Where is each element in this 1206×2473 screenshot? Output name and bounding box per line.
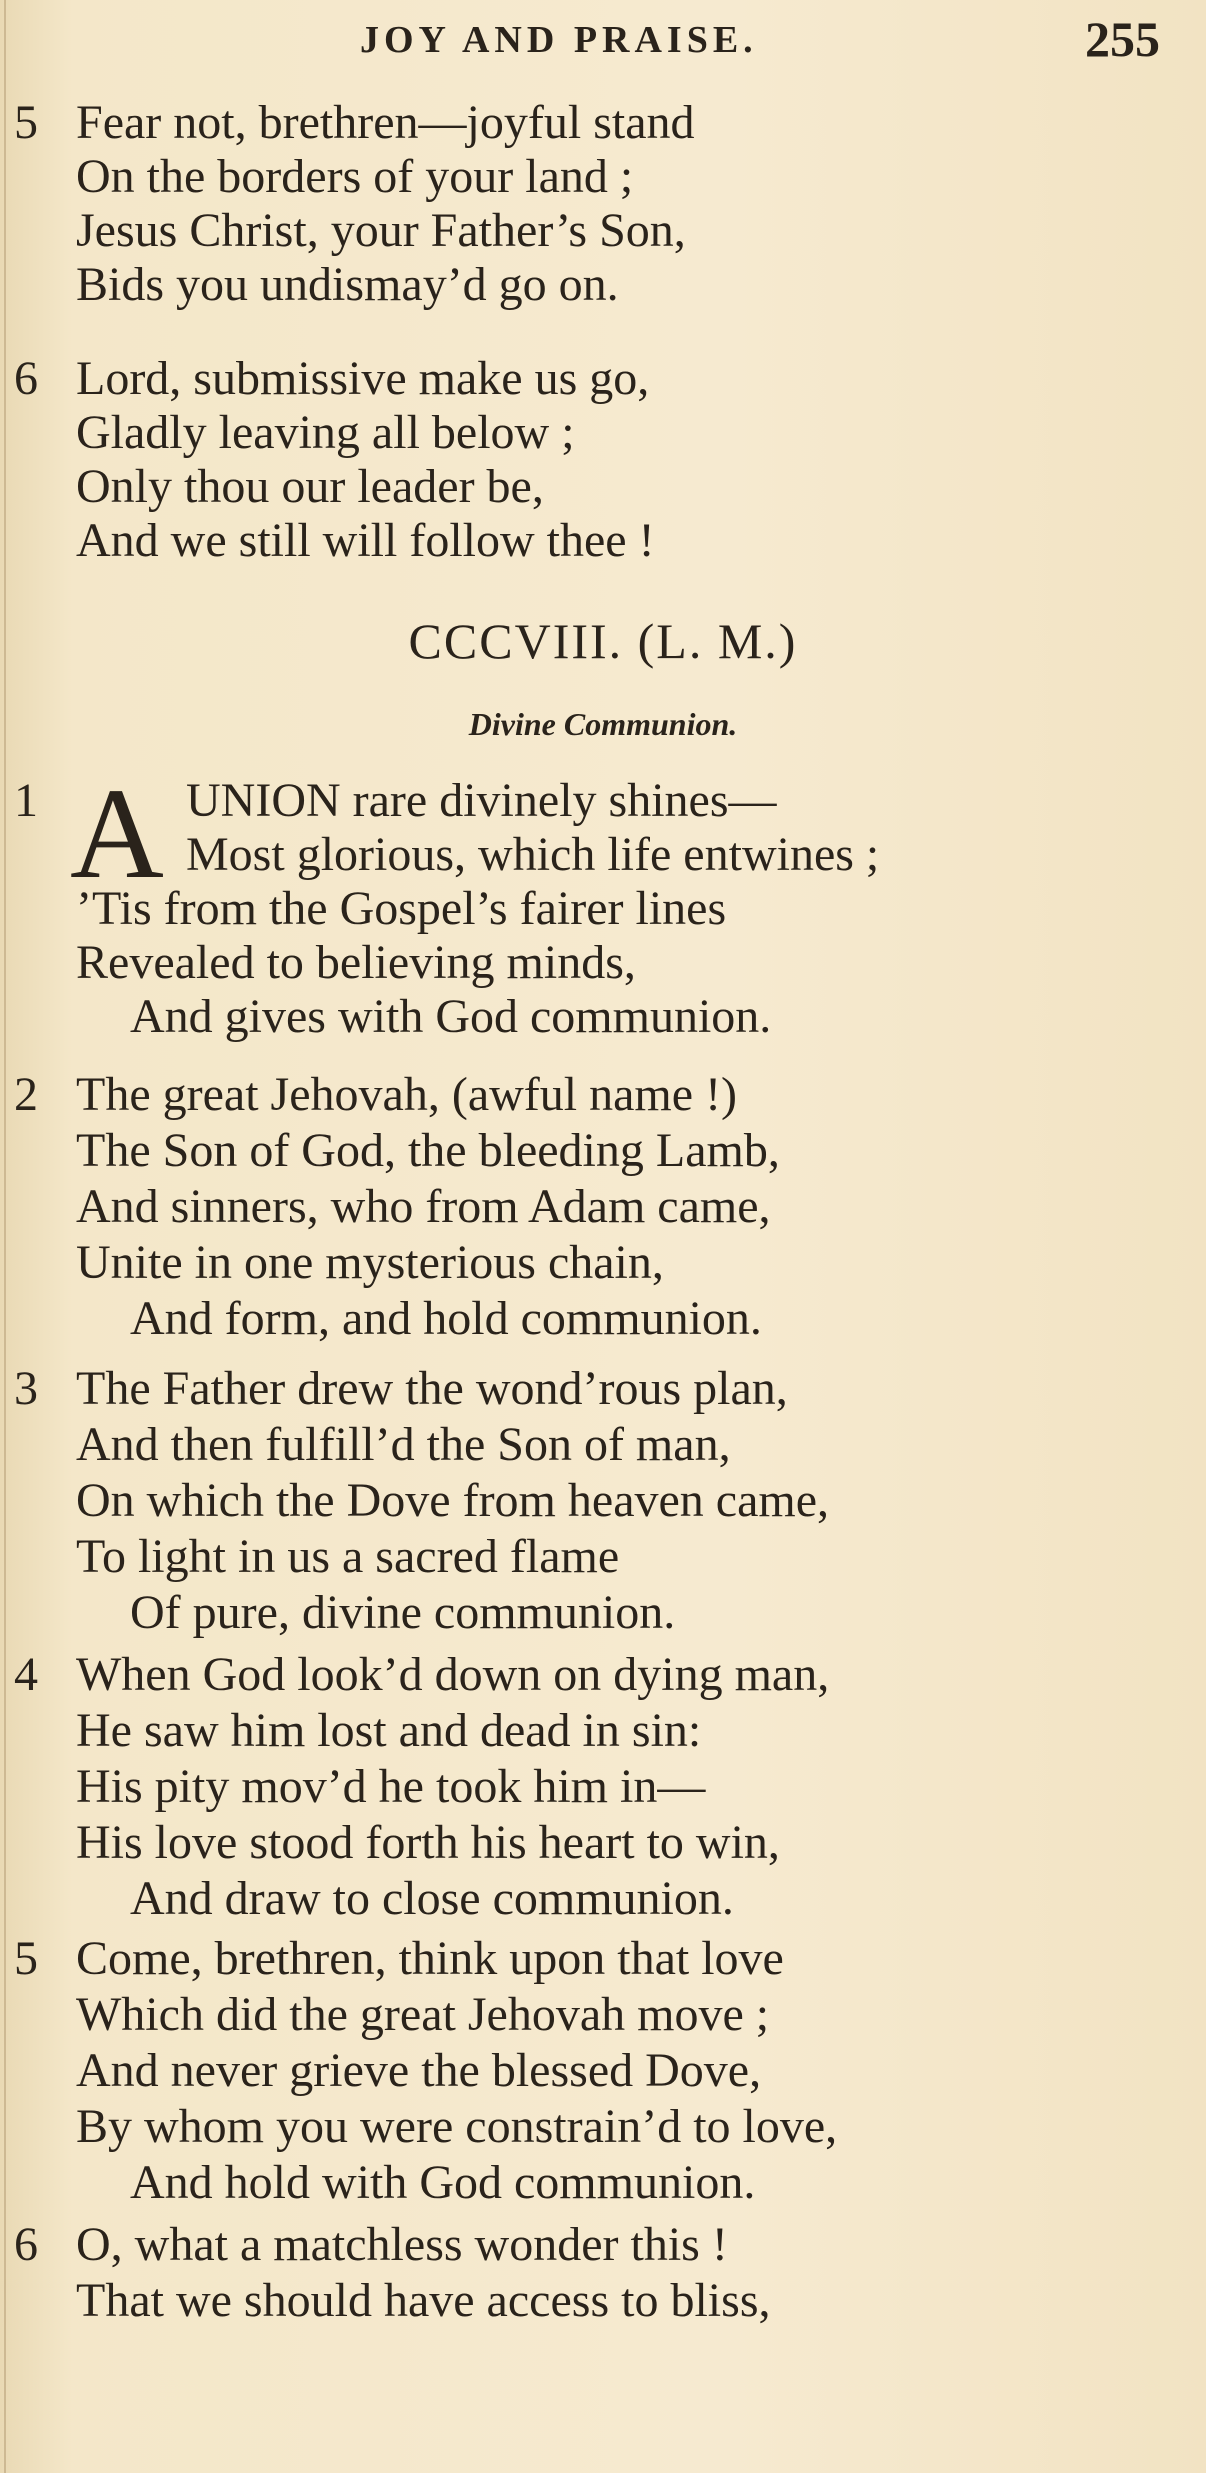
verse-line: When God look’d down on dying man, — [76, 1648, 830, 1701]
verse-line: And sinners, who from Adam came, — [76, 1180, 771, 1233]
refrain-line: And hold with God communion. — [130, 2156, 756, 2209]
verse-line: On the borders of your land ; — [76, 150, 634, 203]
verse-line: Only thou our leader be, — [76, 460, 544, 513]
verse-line: Jesus Christ, your Father’s Son, — [76, 204, 686, 257]
drop-cap: A — [70, 762, 164, 906]
stanza-number: 5 — [14, 96, 38, 149]
page-gutter — [4, 0, 6, 2473]
stanza-number: 4 — [14, 1648, 38, 1701]
refrain-line: And form, and hold communion. — [130, 1292, 762, 1345]
refrain-line: Of pure, divine communion. — [130, 1586, 676, 1639]
verse-line: Lord, submissive make us go, — [76, 352, 650, 405]
stanza-number: 2 — [14, 1068, 38, 1121]
verse-line: Unite in one mysterious chain, — [76, 1236, 664, 1289]
verse-line: The great Jehovah, (awful name !) — [76, 1068, 738, 1121]
verse-line: The Father drew the wond’rous plan, — [76, 1362, 788, 1415]
verse-line: By whom you were constrain’d to love, — [76, 2100, 838, 2153]
stanza-number: 1 — [14, 774, 38, 827]
refrain-line: And draw to close communion. — [130, 1872, 734, 1925]
verse-line: Gladly leaving all below ; — [76, 406, 575, 459]
verse-line: Bids you undismay’d go on. — [76, 258, 619, 311]
verse-line: Most glorious, which life entwines ; — [186, 828, 880, 881]
stanza-number: 6 — [14, 2218, 38, 2271]
refrain-line: And gives with God communion. — [130, 990, 772, 1043]
verse-line: To light in us a sacred flame — [76, 1530, 620, 1583]
stanza-number: 3 — [14, 1362, 38, 1415]
verse-line: Which did the great Jehovah move ; — [76, 1988, 770, 2041]
verse-line: And never grieve the blessed Dove, — [76, 2044, 762, 2097]
verse-line: His pity mov’d he took him in— — [76, 1760, 706, 1813]
verse-line: Revealed to believing minds, — [76, 936, 636, 989]
verse-line: Come, brethren, think upon that love — [76, 1932, 784, 1985]
hymn-subtitle: Divine Communion. — [468, 706, 738, 742]
stanza-number: 5 — [14, 1932, 38, 1985]
verse-line: And we still will follow thee ! — [76, 514, 655, 567]
page-header — [360, 11, 1160, 78]
verse-line: O, what a matchless wonder this ! — [76, 2218, 728, 2271]
verse-line: ’Tis from the Gospel’s fairer lines — [76, 882, 727, 935]
verse-line: Fear not, brethren—joyful stand — [76, 96, 695, 149]
verse-line: On which the Dove from heaven came, — [76, 1474, 830, 1527]
verse-line: He saw him lost and dead in sin: — [76, 1704, 702, 1757]
stanza-number: 6 — [14, 352, 38, 405]
verse-line: The Son of God, the bleeding Lamb, — [76, 1124, 780, 1177]
verse-line: And then fulfill’d the Son of man, — [76, 1418, 731, 1471]
verse-line: His love stood forth his heart to win, — [76, 1816, 780, 1869]
hymn-title: CCCVIII. (L. M.) — [408, 613, 798, 669]
verse-line: That we should have access to bliss, — [76, 2274, 771, 2327]
running-title: JOY AND PRAISE. — [360, 19, 758, 61]
verse-line: UNION rare divinely shines— — [186, 774, 777, 827]
page-number: 255 — [1085, 11, 1160, 67]
